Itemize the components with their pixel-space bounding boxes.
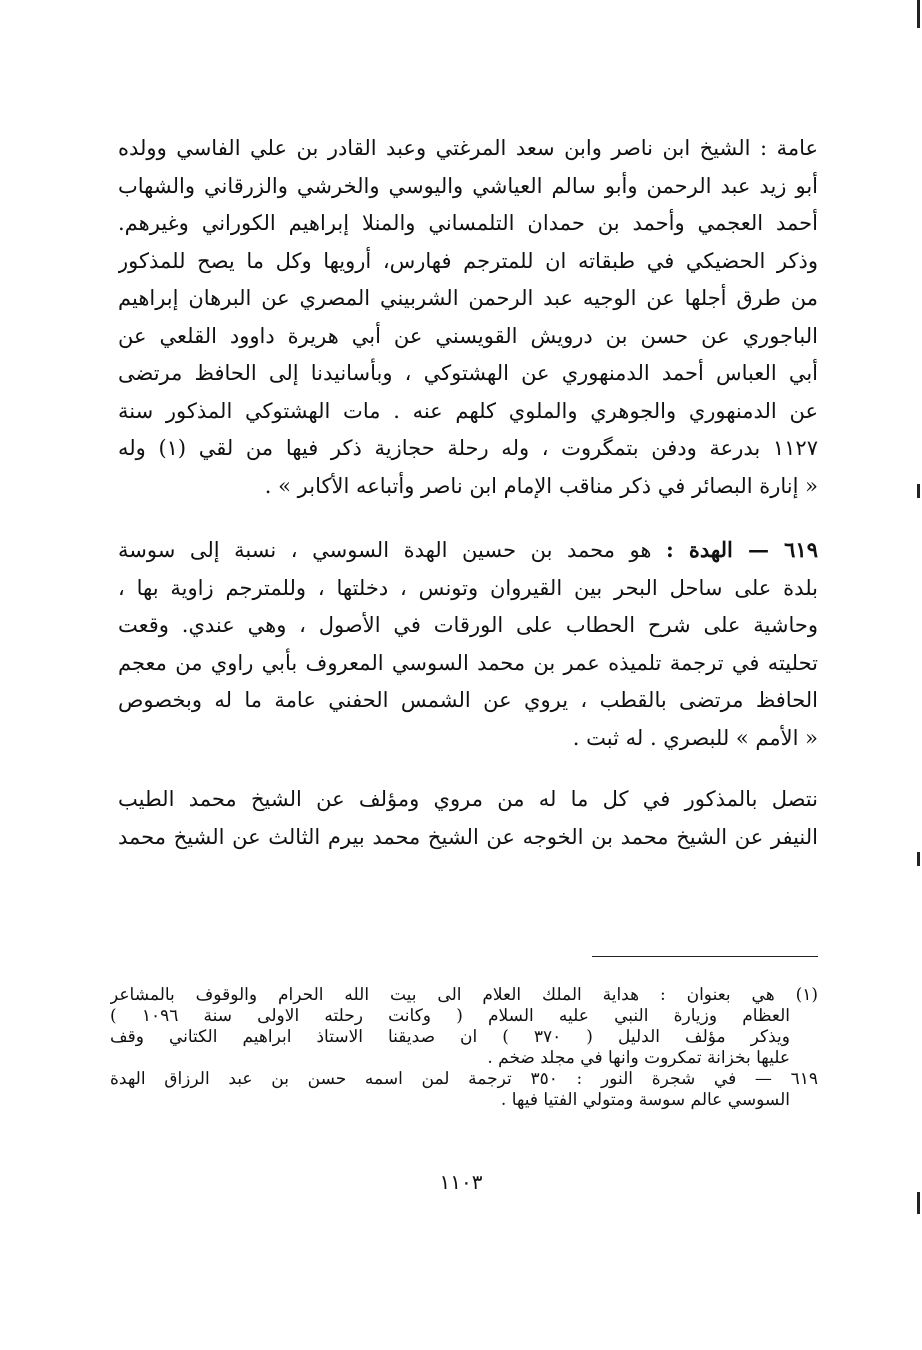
text-line: أبي العباس أحمد الدمنهوري عن الهشتوكي ، وبأسانيدنا إلى الحافظ مرتضى — [118, 361, 818, 385]
text-line: « إنارة البصائر في ذكر مناقب الإمام ابن ناصر وأتباعه الأكابر » . — [264, 473, 818, 498]
text-line: النيفر عن الشيخ محمد بن الخوجه عن الشيخ محمد بيرم الثالث عن الشيخ محمد — [118, 824, 818, 849]
footnote-line: (١) هي بعنوان : هداية الملك العلام الى بيت الله الحرام والوقوف بالمشاعر — [110, 985, 818, 1005]
text-line: ١١٢٧ بدرعة ودفن بتمگروت ، وله رحلة حجازية ذكر فيها من لقي (١) وله — [118, 436, 818, 460]
footnote-separator — [592, 956, 818, 957]
entry-first-line — [118, 531, 818, 570]
footnote-line: العظام وزيارة النبي عليه السلام ( وكانت رحلته الاولى سنة ١٠٩٦ ) — [110, 1006, 790, 1026]
text-line: أحمد العجمي وأحمد بن حمدان التلمساني والمنلا إبراهيم الكوراني وغيرهم. — [118, 211, 818, 235]
main-text — [118, 130, 818, 856]
footnote-line: عليها بخزانة تمكروت وانها في مجلد ضخم . — [487, 1048, 790, 1068]
paragraph-chain — [118, 781, 818, 856]
footnote-619 — [110, 1069, 818, 1111]
text-line: الباجوري عن حسن بن درويش القويسني عن أبي هريرة داوود القلعي عن — [118, 323, 818, 348]
footnote-1 — [110, 985, 818, 1069]
entry-text: هو محمد بن حسين الهدة السوسي ، نسبة إلى سوسة — [118, 538, 652, 562]
footnote-line: السوسي عالم سوسة ومتولي الفتيا فيها . — [500, 1090, 790, 1110]
scan-mark — [917, 852, 920, 866]
text-line: نتصل بالمذكور في كل ما له من مروي ومؤلف عن الشيخ محمد الطيب — [118, 787, 818, 811]
page-number: ١١٠٣ — [439, 1170, 483, 1194]
scan-mark — [917, 1192, 920, 1214]
text-line: وذكر الحضيكي في طبقاته ان للمترجم فهارس، أرويها وكل ما يصح للمذكور — [118, 248, 818, 273]
text-line: أبو زيد عبد الرحمن وأبو سالم العياشي واليوسي والخرشي والزرقاني والشهاب — [118, 173, 818, 198]
scan-mark — [917, 0, 920, 28]
text-line: عامة : الشيخ ابن ناصر وابن سعد المرغتي وعبد القادر بن علي الفاسي وولده — [118, 136, 818, 160]
text-line: بلدة على ساحل البحر بين القيروان وتونس ، دخلتها ، وللمترجم زاوية بها ، — [118, 575, 818, 600]
text-line: الحافظ مرتضى بالقطب ، يروي عن الشمس الحفني عامة ما له وبخصوص — [118, 688, 818, 712]
text-line: من طرق أجلها عن الوجيه عبد الرحمن الشربيني المصري عن البرهان إبراهيم — [118, 286, 818, 310]
text-line: وحاشية على شرح الحطاب على الورقات في الأصول ، وهي عندي. وقعت — [118, 613, 818, 637]
paragraph-gap — [118, 757, 818, 781]
text-line: تحليته في ترجمة تلميذه عمر بن محمد السوسي المعروف بأبي راوي من معجم — [118, 650, 818, 675]
footnote-line: ٦١٩ — في شجرة النور : ٣٥٠ ترجمة لمن اسمه حسن بن عبد الرزاق الهدة — [110, 1069, 818, 1089]
scan-edge-marks — [912, 0, 922, 1350]
entry-label: ٦١٩ — الهدة : — [665, 537, 818, 562]
entry-619 — [118, 531, 818, 757]
text-line: عن الدمنهوري والجوهري والملوي كلهم عنه . مات الهشتوكي المذكور سنة — [118, 398, 818, 423]
text-line: « الأمم » للبصري . له ثبت . — [572, 725, 818, 750]
paragraph-gap — [118, 505, 818, 531]
paragraph-hashtuki — [118, 130, 818, 505]
scan-mark — [917, 484, 920, 498]
footnotes — [110, 985, 818, 1111]
footnote-line: ويذكر مؤلف الدليل ( ٣٧٠ ) ان صديقنا الاستاذ ابراهيم الكتاني وقف — [110, 1027, 791, 1047]
